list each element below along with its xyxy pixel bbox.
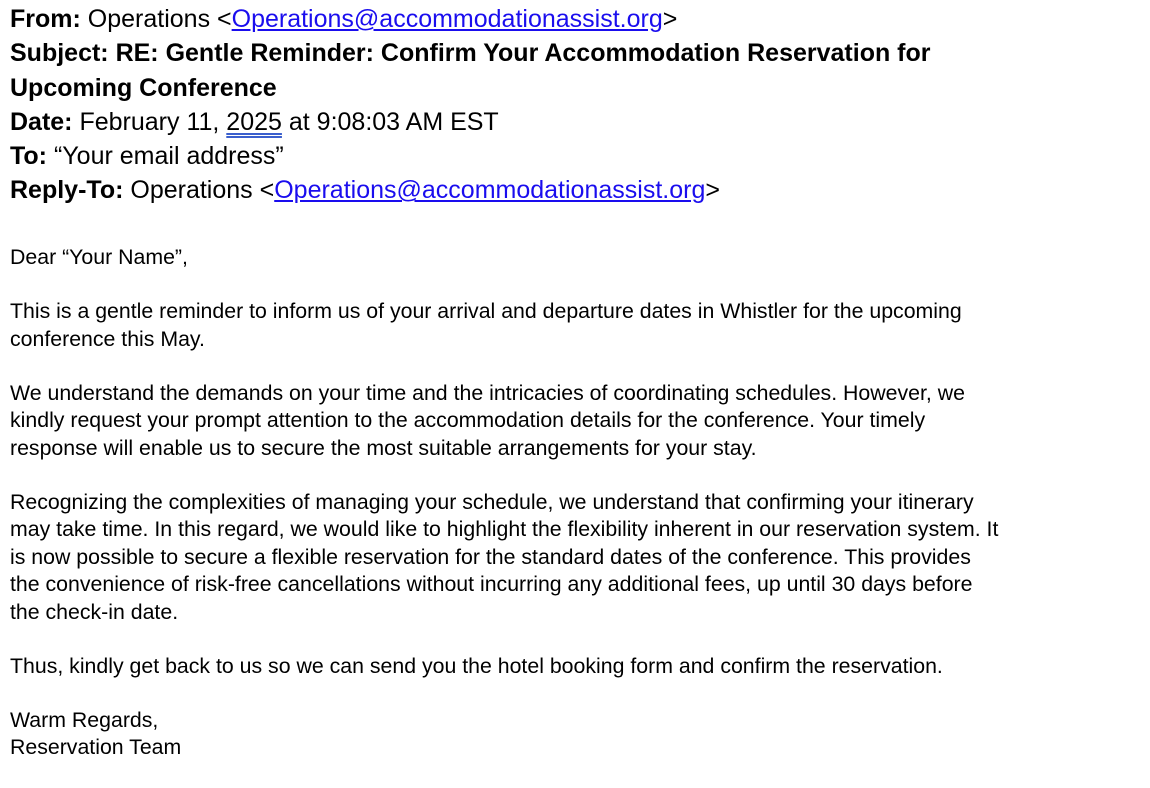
to-row xyxy=(10,139,931,173)
date-label: Date: xyxy=(10,107,73,136)
from-name: Operations xyxy=(87,5,211,33)
text-line: may take time. In this regard, we would like to highlight the flexibility inherent in our reservation system. It xyxy=(10,517,999,541)
text-line: is now possible to secure a flexible reservation for the standard dates of the conference. This provides xyxy=(10,544,971,569)
subject-row xyxy=(10,36,931,105)
paragraph-1 xyxy=(10,298,998,353)
text-line: kindly request your prompt attention to the accommodation details for the conference. Your timely xyxy=(10,408,926,432)
email-header xyxy=(10,2,931,208)
closing: Warm Regards, xyxy=(10,707,159,732)
reply-to-email-link[interactable]: Operations@accommodationassist.org xyxy=(274,176,706,205)
text-line: the check-in date. xyxy=(10,599,179,624)
reply-to-label: Reply-To: xyxy=(10,176,124,205)
reply-to-name: Operations xyxy=(130,176,253,205)
date-text: February 11, xyxy=(79,107,227,136)
text-line: Recognizing the complexities of managing your schedule, we understand that confirming your itinerary xyxy=(10,489,974,514)
paragraph-4 xyxy=(10,653,998,681)
date-row xyxy=(10,105,931,139)
from-row: From: Operations <Operations@accommodationassist.org> xyxy=(10,5,678,33)
reply-to-row: Reply-To: Operations <Operations@accommodationassist.org> xyxy=(10,176,720,205)
subject-label: Subject: xyxy=(10,39,109,68)
from-email-link[interactable]: Operations@accommodationassist.org xyxy=(231,5,663,33)
sign-off xyxy=(10,707,998,762)
subject-line-1: RE: Gentle Reminder: Confirm Your Accommodation Reservation for xyxy=(115,39,931,68)
to-value: “Your email address” xyxy=(53,142,284,171)
paragraph-3 xyxy=(10,489,998,627)
text-line: the convenience of risk-free cancellations without incurring any additional fees, up until 30 days before xyxy=(10,572,973,596)
date-time: at 9:08:03 AM EST xyxy=(281,107,499,136)
text-line: response will enable us to secure the most suitable arrangements for your stay. xyxy=(10,435,757,460)
text-line: conference this May. xyxy=(10,326,205,351)
subject-line-2: Upcoming Conference xyxy=(10,73,277,102)
signature: Reservation Team xyxy=(10,735,182,759)
paragraph-2 xyxy=(10,380,998,463)
email-body xyxy=(10,244,998,788)
text-line: This is a gentle reminder to inform us of your arrival and departure dates in Whistler for the upcoming xyxy=(10,299,962,323)
to-label: To: xyxy=(10,142,48,171)
greeting: Dear “Your Name”, xyxy=(10,245,188,269)
text-line: We understand the demands on your time and the intricacies of coordinating schedules. However, we xyxy=(10,380,965,405)
from-label: From: xyxy=(10,5,81,33)
text-line: Thus, kindly get back to us so we can send you the hotel booking form and confirm the reservation. xyxy=(10,653,943,678)
date-year-detected-link[interactable]: 2025 xyxy=(226,107,282,136)
